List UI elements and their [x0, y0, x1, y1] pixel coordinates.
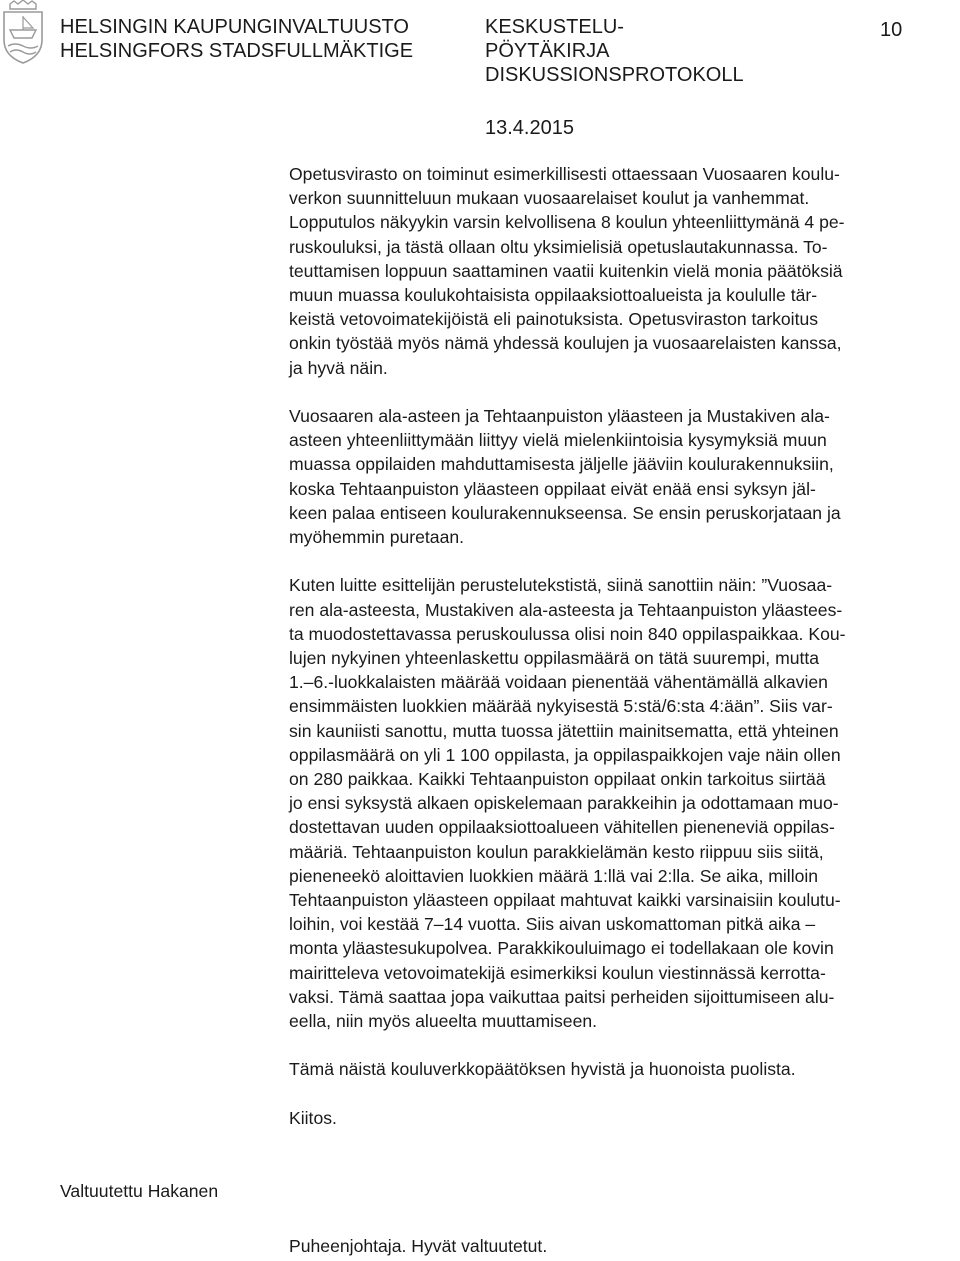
paragraph-line: on 280 paikkaa. Kaikki Tehtaanpuiston oppilaat onkin tarkoitus siirtää [289, 769, 826, 790]
paragraph-line: verkon suunnitteluun mukaan vuosaarelaiset koulut ja vanhemmat. [289, 188, 810, 209]
paragraph-line: dostettavan uuden oppilaaksiottoalueen vähitellen pieneneviä oppilas- [289, 817, 835, 838]
document-type-line: PÖYTÄKIRJA [485, 40, 610, 62]
organization-name-fi: HELSINGIN KAUPUNGINVALTUUSTO [60, 16, 409, 38]
paragraph-line: pieneneekö aloittavien luokkien määrä 1:llä vai 2:lla. Se aika, milloin [289, 865, 819, 886]
chair-remark: Puheenjohtaja. Hyvät valtuutetut. [289, 1236, 548, 1256]
body-paragraph [289, 162, 955, 380]
paragraph-line: Opetusvirasto on toiminut esimerkillisesti ottaessaan Vuosaaren koulu- [289, 164, 840, 184]
paragraph-line: ensimmäisten luokkien määrää nykyisestä 5:stä/6:sta 4:ään”. Siis var- [289, 696, 833, 717]
paragraph-line: 1.–6.-luokkalaisten määrää voidaan pienentää vähentämällä alkavien [289, 672, 828, 693]
paragraph-line: vaksi. Tämä saattaa jopa vaikuttaa paitsi perheiden sijoittumiseen alu- [289, 986, 835, 1007]
paragraph-line: keistä vetovoimatekijöistä eli painotuksista. Opetusviraston tarkoitus [289, 309, 819, 330]
paragraph-line: Lopputulos näkyykin varsin kelvollisena 8 koulun yhteenliittymänä 4 pe- [289, 212, 845, 233]
paragraph-line: koska Tehtaanpuiston yläasteen oppilaat eivät enää ensi syksyn jäl- [289, 478, 816, 499]
paragraph-line: lujen nykyinen yhteenlaskettu oppilasmäärä on tätä suurempi, mutta [289, 648, 820, 669]
body-paragraph [289, 573, 955, 1033]
paragraph-line: keen palaa entiseen koulurakennukseensa. Se ensin peruskorjataan ja [289, 502, 841, 523]
document-type [485, 15, 744, 87]
paragraph-line: muun muassa koulukohtaisista oppilaaksiottoalueista ja koululle tär- [289, 285, 818, 306]
paragraph-line: Tehtaanpuiston yläasteen oppilaat mahtuvat kaikki varsinaisiin koulutu- [289, 890, 841, 911]
body-paragraph [289, 404, 955, 549]
body-paragraph [289, 1106, 955, 1130]
paragraph-line: myöhemmin puretaan. [289, 527, 465, 548]
paragraph-line: teuttamisen loppuun saattaminen vaatii kuitenkin vielä monia päätöksiä [289, 260, 843, 281]
organization-name-sv: HELSINGFORS STADSFULLMÄKTIGE [60, 40, 414, 62]
document-type-line: KESKUSTELU- [485, 16, 624, 38]
paragraph-line: mairitteleva vetovoimatekijä esimerkiksi koulun viestinnässä kerrotta- [289, 962, 826, 983]
paragraph-line: eella, niin myös alueelta muuttamiseen. [289, 1011, 598, 1032]
paragraph-line: onkin työstää myös nämä yhdessä koulujen ja vuosaarelaisten kanssa, [289, 333, 842, 354]
speaker-name: Valtuutettu Hakanen [60, 1181, 219, 1201]
helsinki-crest-logo [0, 0, 46, 66]
paragraph-line: Vuosaaren ala-asteen ja Tehtaanpuiston yläasteen ja Mustakiven ala- [289, 406, 830, 427]
paragraph-line: sin kauniisti sanottu, mutta tuossa jätettiin mainitsematta, että yhteinen [289, 720, 839, 741]
paragraph-line: ruskouluksi, ja tästä ollaan oltu yksimielisiä opetuslautakunnassa. To- [289, 236, 828, 257]
meeting-date: 13.4.2015 [485, 117, 574, 139]
paragraph-line: määriä. Tehtaanpuiston koulun parakkielämän kesto riippuu siis siitä, [289, 841, 824, 862]
document-type-line: DISKUSSIONSPROTOKOLL [485, 64, 744, 86]
paragraph-line: ta muodostettavassa peruskoulussa olisi noin 840 oppilaspaikkaa. Kou- [289, 623, 846, 644]
paragraph-line: asteen yhteenliittymään liittyy vielä mielenkiintoisia kysymyksiä muun [289, 430, 827, 451]
speech-body [289, 162, 955, 1154]
paragraph-line: jo ensi syksystä alkaen opiskelemaan parakkeihin ja odottamaan muo- [289, 793, 839, 814]
paragraph-line: ren ala-asteesta, Mustakiven ala-asteesta ja Tehtaanpuiston yläastees- [289, 599, 843, 620]
body-paragraph [289, 1057, 955, 1081]
paragraph-line: Kiitos. [289, 1107, 337, 1128]
paragraph-line: monta yläastesukupolvea. Parakkikouluimago ei todellakaan ole kovin [289, 938, 834, 959]
paragraph-line: muassa oppilaiden mahduttamisesta jäljelle jääviin koulurakennuksiin, [289, 454, 834, 475]
paragraph-line: Kuten luitte esittelijän perustelutekstistä, siinä sanottiin näin: ”Vuosaa- [289, 575, 833, 596]
paragraph-line: ja hyvä näin. [289, 357, 388, 378]
paragraph-line: Tämä näistä kouluverkkopäätöksen hyvistä ja huonoista puolista. [289, 1059, 796, 1080]
paragraph-line: loihin, voi kestää 7–14 vuotta. Siis aivan uskomattoman pitkä aika – [289, 914, 816, 935]
page-number: 10 [880, 19, 903, 41]
organization-name [60, 15, 413, 63]
paragraph-line: oppilasmäärä on yli 1 100 oppilasta, ja oppilaspaikkojen vaje näin ollen [289, 744, 841, 765]
